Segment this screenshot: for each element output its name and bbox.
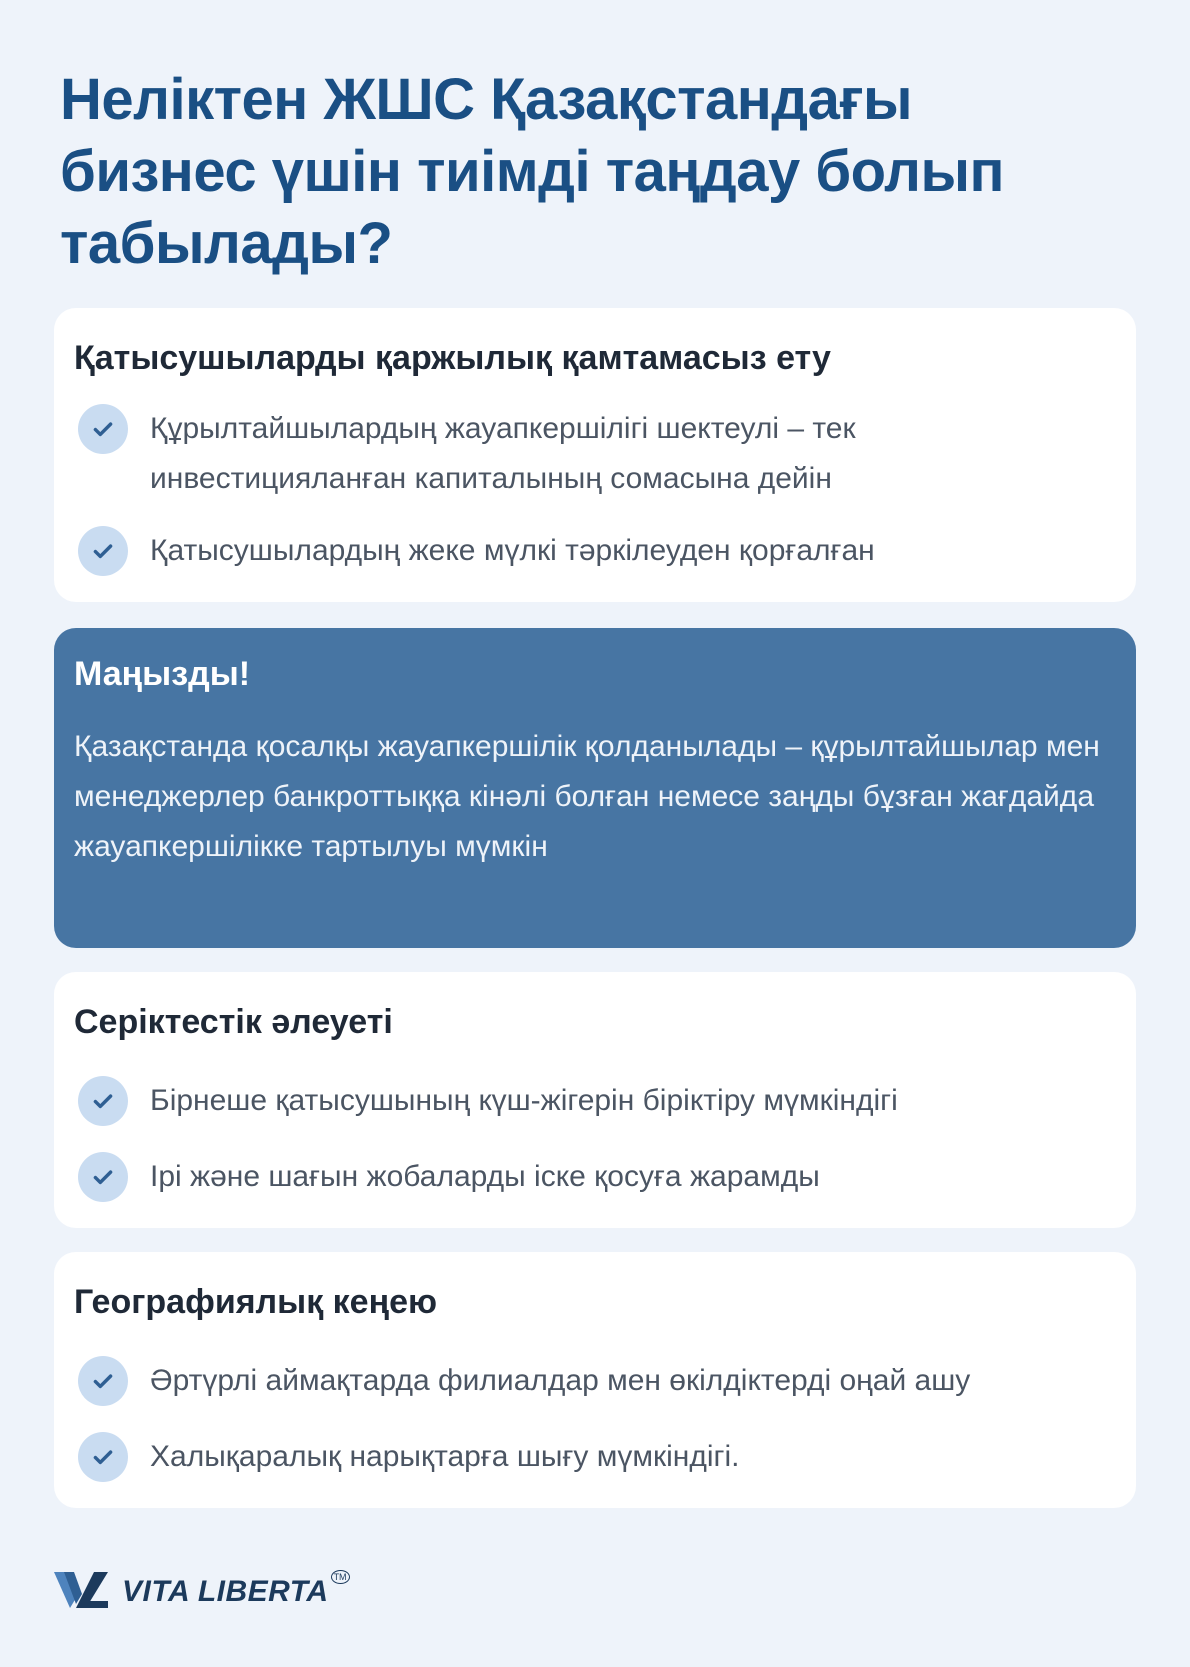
card-partnership-potential bbox=[54, 972, 1136, 1228]
check-circle-icon bbox=[78, 526, 128, 576]
page-title: Неліктен ЖШС Қазақстандағы бизнес үшін тиімді таңдау болып табылады? bbox=[60, 67, 1005, 276]
check-circle-icon bbox=[78, 1356, 128, 1406]
card-heading: Географиялық кеңею bbox=[74, 1283, 438, 1321]
card-geographic-expansion bbox=[54, 1252, 1136, 1508]
check-circle-icon bbox=[78, 1432, 128, 1482]
brand-name: VITA LIBERTA bbox=[122, 1575, 329, 1608]
list-item-text: Халықаралық нарықтарға шығу мүмкіндігі. bbox=[150, 1440, 740, 1473]
notice-heading: Маңызды! bbox=[74, 655, 251, 693]
list-item-text: Қатысушылардың жеке мүлкі тәркілеуден қорғалған bbox=[150, 534, 875, 567]
card-heading: Серіктестік әлеуеті bbox=[74, 1003, 393, 1041]
important-notice bbox=[54, 628, 1136, 948]
brand-footer bbox=[54, 1570, 350, 1614]
list-item bbox=[78, 1152, 1116, 1202]
check-circle-icon bbox=[78, 404, 128, 454]
list-item-text: Әртүрлі аймақтарда филиалдар мен өкілдіктерді оңай ашу bbox=[150, 1364, 971, 1397]
card-financial-security bbox=[54, 308, 1136, 602]
notice-text: Қазақстанда қосалқы жауапкершілік қолданылады – құрылтайшылар мен менеджерлер банкроттыққа кінәлі болған немесе заңды бұзған жағдайда жауапкершілікке тартылуы мүмкін bbox=[74, 730, 1100, 863]
list-item bbox=[78, 404, 1116, 504]
card-heading: Қатысушыларды қаржылық қамтамасыз ету bbox=[74, 339, 831, 377]
list-item bbox=[78, 1076, 1116, 1126]
list-item-text: Құрылтайшылардың жауапкершілігі шектеулі – тек инвестицияланған капиталының сомасына дейін bbox=[150, 412, 856, 495]
list-item bbox=[78, 1356, 1116, 1406]
check-circle-icon bbox=[78, 1152, 128, 1202]
list-item bbox=[78, 526, 1116, 576]
check-circle-icon bbox=[78, 1076, 128, 1126]
list-item-text: Ірі және шағын жобаларды іске қосуға жарамды bbox=[150, 1160, 820, 1193]
list-item bbox=[78, 1432, 1116, 1482]
vita-liberta-logo-icon bbox=[54, 1570, 110, 1615]
trademark-mark: TM bbox=[331, 1570, 350, 1584]
list-item-text: Бірнеше қатысушының күш-жігерін біріктіру мүмкіндігі bbox=[150, 1084, 898, 1117]
